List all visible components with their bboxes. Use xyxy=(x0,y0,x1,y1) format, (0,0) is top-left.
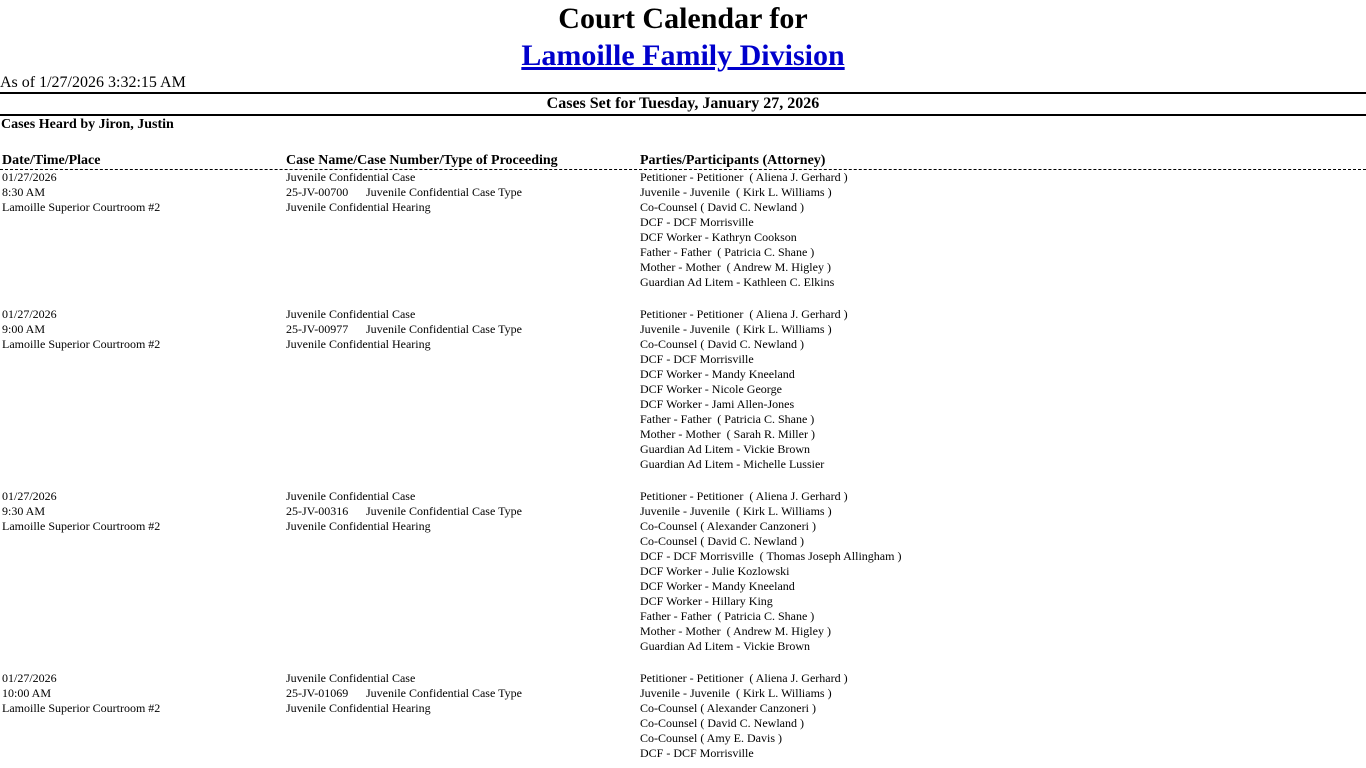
proceeding-type: Juvenile Confidential Hearing xyxy=(286,519,431,533)
case-place: Lamoille Superior Courtroom #2 xyxy=(2,519,161,533)
case-type: Juvenile Confidential Case Type xyxy=(366,185,522,199)
party-entry: Co-Counsel ( David C. Newland ) xyxy=(640,200,804,214)
case-date: 01/27/2026 xyxy=(2,170,57,184)
table-header xyxy=(0,152,1366,170)
parties-cell xyxy=(640,671,1366,761)
table-row xyxy=(0,489,1366,654)
party-entry: Juvenile - Juvenile ( Kirk L. Williams ) xyxy=(640,322,832,336)
case-info-cell xyxy=(286,307,640,472)
party-entry: Juvenile - Juvenile ( Kirk L. Williams ) xyxy=(640,185,832,199)
parties-cell xyxy=(640,307,1366,472)
case-number: 25-JV-01069 xyxy=(286,686,349,700)
party-entry: Guardian Ad Litem - Vickie Brown xyxy=(640,442,811,456)
table-row xyxy=(0,170,1366,290)
party-entry: DCF Worker - Jami Allen-Jones xyxy=(640,397,795,411)
judge-heading: Cases Heard by Jiron, Justin xyxy=(1,117,174,132)
party-entry: Father - Father ( Patricia C. Shane ) xyxy=(640,609,815,623)
parties-cell xyxy=(640,170,1366,290)
party-entry: Father - Father ( Patricia C. Shane ) xyxy=(640,245,815,259)
case-place: Lamoille Superior Courtroom #2 xyxy=(2,337,161,351)
column-header-parties: Parties/Participants (Attorney) xyxy=(640,153,826,168)
case-time: 9:00 AM xyxy=(2,322,46,336)
party-entry: Co-Counsel ( David C. Newland ) xyxy=(640,534,804,548)
party-entry: Co-Counsel ( David C. Newland ) xyxy=(640,337,804,351)
party-entry: Juvenile - Juvenile ( Kirk L. Williams ) xyxy=(640,686,832,700)
case-number-line xyxy=(286,185,640,200)
party-entry: DCF - DCF Morrisville xyxy=(640,352,754,366)
party-entry: Mother - Mother ( Andrew M. Higley ) xyxy=(640,624,831,638)
title-text: Court Calendar for xyxy=(558,2,808,35)
party-entry: Mother - Mother ( Sarah R. Miller ) xyxy=(640,427,815,441)
parties-cell xyxy=(640,489,1366,654)
case-name: Juvenile Confidential Case xyxy=(286,307,416,321)
party-entry: DCF Worker - Nicole George xyxy=(640,382,782,396)
page-title xyxy=(0,0,1366,74)
proceeding-type: Juvenile Confidential Hearing xyxy=(286,337,431,351)
party-entry: Petitioner - Petitioner ( Aliena J. Gerhard ) xyxy=(640,671,848,685)
case-date: 01/27/2026 xyxy=(2,489,57,503)
party-entry: Petitioner - Petitioner ( Aliena J. Gerhard ) xyxy=(640,307,848,321)
case-date: 01/27/2026 xyxy=(2,307,57,321)
party-entry: Petitioner - Petitioner ( Aliena J. Gerhard ) xyxy=(640,489,848,503)
case-type: Juvenile Confidential Case Type xyxy=(366,504,522,518)
party-entry: DCF Worker - Julie Kozlowski xyxy=(640,564,790,578)
case-info-cell xyxy=(286,170,640,290)
case-type: Juvenile Confidential Case Type xyxy=(366,322,522,336)
page-header xyxy=(0,0,1366,134)
party-entry: Guardian Ad Litem - Vickie Brown xyxy=(640,639,811,653)
date-time-place-cell xyxy=(2,489,286,654)
case-name: Juvenile Confidential Case xyxy=(286,489,416,503)
case-number-line xyxy=(286,686,640,701)
party-entry: DCF Worker - Kathryn Cookson xyxy=(640,230,797,244)
table-row xyxy=(0,307,1366,472)
party-entry: DCF - DCF Morrisville xyxy=(640,746,754,760)
case-number: 25-JV-00977 xyxy=(286,322,349,336)
date-time-place-cell xyxy=(2,170,286,290)
party-entry: Guardian Ad Litem - Michelle Lussier xyxy=(640,457,825,471)
party-entry: Father - Father ( Patricia C. Shane ) xyxy=(640,412,815,426)
party-entry: DCF Worker - Hillary King xyxy=(640,594,773,608)
case-type: Juvenile Confidential Case Type xyxy=(366,686,522,700)
column-header-case-info: Case Name/Case Number/Type of Proceeding xyxy=(286,153,558,168)
party-entry: Mother - Mother ( Andrew M. Higley ) xyxy=(640,260,831,274)
party-entry: Co-Counsel ( Amy E. Davis ) xyxy=(640,731,782,745)
division-link[interactable]: Lamoille Family Division xyxy=(521,39,845,72)
party-entry: Guardian Ad Litem - Kathleen C. Elkins xyxy=(640,275,835,289)
party-entry: Co-Counsel ( Alexander Canzoneri ) xyxy=(640,519,816,533)
column-header-date-time-place: Date/Time/Place xyxy=(2,153,101,168)
table-row xyxy=(0,671,1366,761)
proceeding-type: Juvenile Confidential Hearing xyxy=(286,701,431,715)
proceeding-type: Juvenile Confidential Hearing xyxy=(286,200,431,214)
date-time-place-cell xyxy=(2,671,286,761)
case-date: 01/27/2026 xyxy=(2,671,57,685)
case-time: 10:00 AM xyxy=(2,686,52,700)
case-info-cell xyxy=(286,489,640,654)
case-info-cell xyxy=(286,671,640,761)
case-number-line xyxy=(286,504,640,519)
party-entry: Co-Counsel ( Alexander Canzoneri ) xyxy=(640,701,816,715)
party-entry: Juvenile - Juvenile ( Kirk L. Williams ) xyxy=(640,504,832,518)
party-entry: Co-Counsel ( David C. Newland ) xyxy=(640,716,804,730)
party-entry: DCF Worker - Mandy Kneeland xyxy=(640,579,795,593)
case-number: 25-JV-00316 xyxy=(286,504,349,518)
case-name: Juvenile Confidential Case xyxy=(286,671,416,685)
date-time-place-cell xyxy=(2,307,286,472)
case-place: Lamoille Superior Courtroom #2 xyxy=(2,200,161,214)
case-name: Juvenile Confidential Case xyxy=(286,170,416,184)
party-entry: Petitioner - Petitioner ( Aliena J. Gerhard ) xyxy=(640,170,848,184)
case-time: 8:30 AM xyxy=(2,185,46,199)
cases-set-for-heading: Cases Set for Tuesday, January 27, 2026 xyxy=(546,95,820,112)
case-place: Lamoille Superior Courtroom #2 xyxy=(2,701,161,715)
as-of-timestamp: As of 1/27/2026 3:32:15 AM xyxy=(0,74,186,91)
calendar-table xyxy=(0,152,1366,761)
party-entry: DCF Worker - Mandy Kneeland xyxy=(640,367,795,381)
case-time: 9:30 AM xyxy=(2,504,46,518)
party-entry: DCF - DCF Morrisville ( Thomas Joseph Allingham ) xyxy=(640,549,902,563)
table-body xyxy=(0,170,1366,761)
case-number: 25-JV-00700 xyxy=(286,185,349,199)
case-number-line xyxy=(286,322,640,337)
party-entry: DCF - DCF Morrisville xyxy=(640,215,754,229)
